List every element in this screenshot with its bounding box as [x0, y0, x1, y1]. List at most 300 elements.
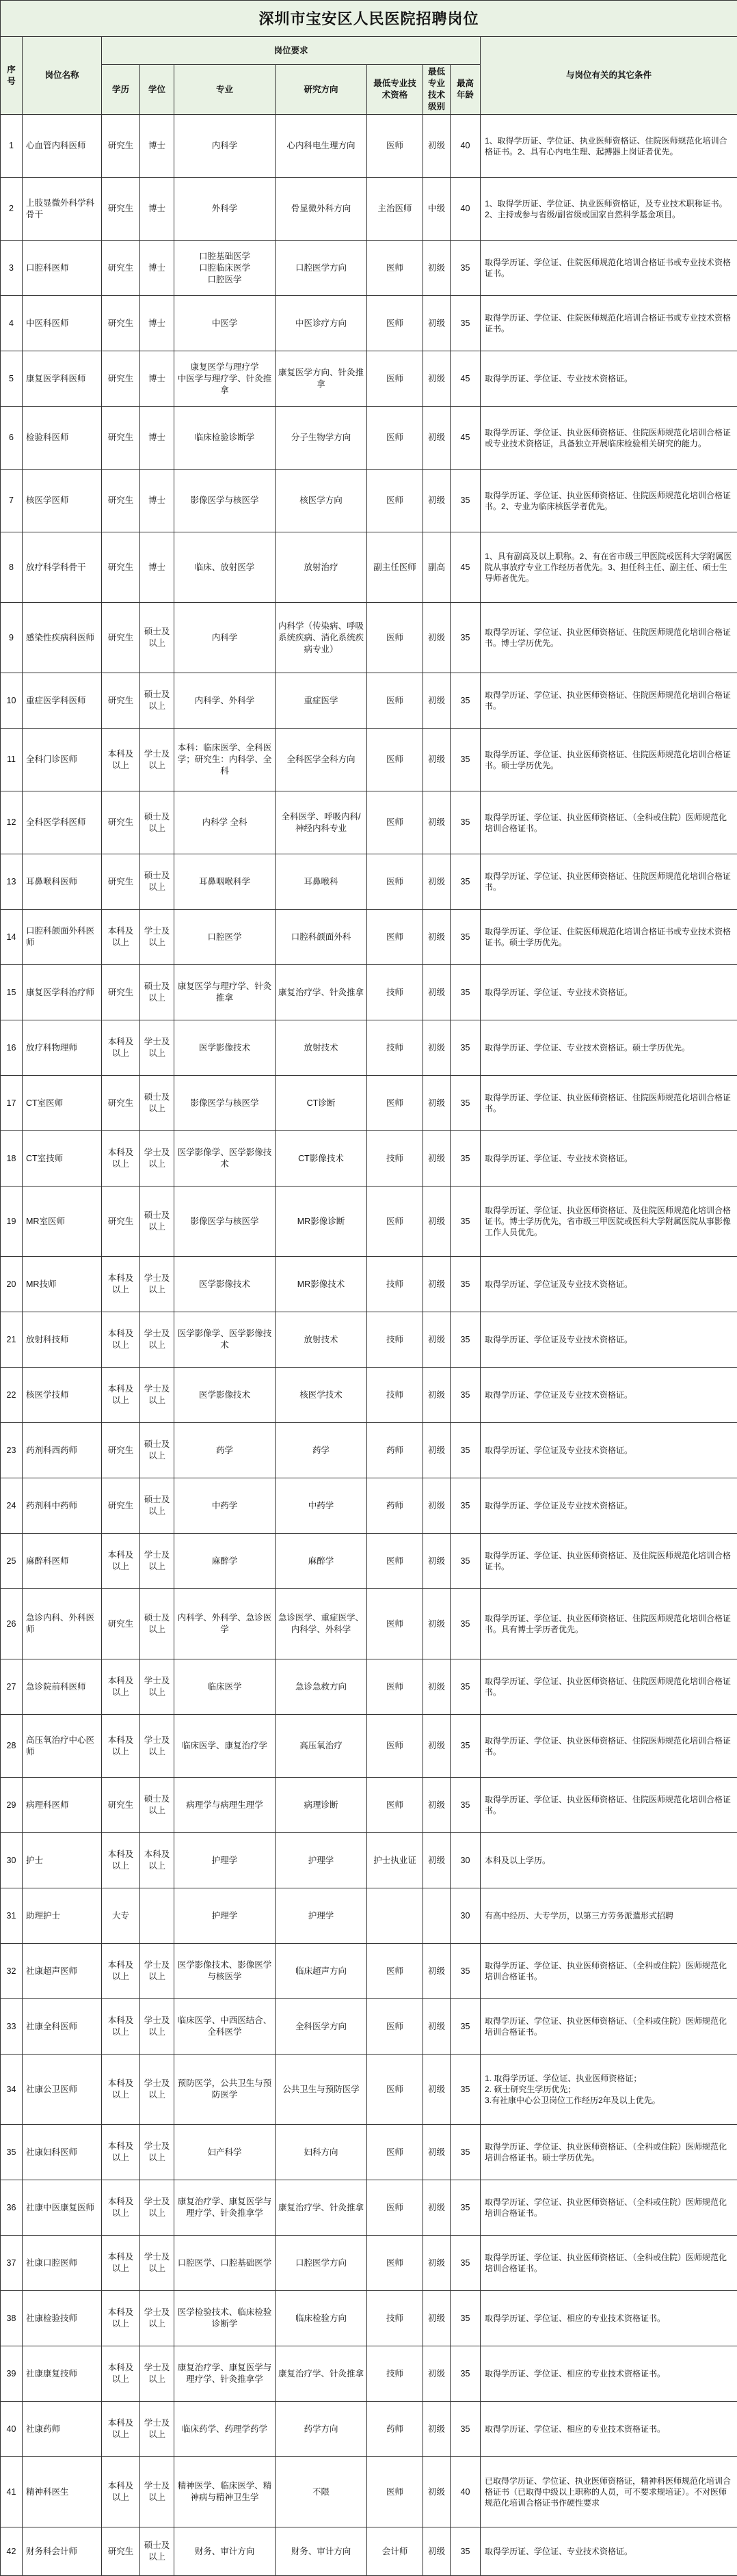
- table-row: [1, 854, 737, 910]
- post-name: 感染性疾病科医师: [23, 603, 102, 673]
- education: 本科及以上: [102, 2236, 140, 2291]
- max-age: 35: [451, 1020, 481, 1076]
- major: 财务、审计方向: [174, 2527, 276, 2576]
- major: 康复医学与理疗学、针灸推拿: [174, 965, 276, 1020]
- post-name: 核医学医师: [23, 470, 102, 532]
- min-qualification: 技师: [367, 965, 423, 1020]
- min-level: 中级: [423, 178, 451, 241]
- post-name: 急诊内科、外科医师: [23, 1589, 102, 1659]
- post-name: 口腔科颌面外科医师: [23, 910, 102, 965]
- major: 口腔医学、口腔基础医学: [174, 2236, 276, 2291]
- education: 研究生: [102, 1187, 140, 1257]
- header-level: 最低专业技术级别: [423, 65, 451, 115]
- post-name: 重症医学科医师: [23, 673, 102, 729]
- min-qualification: 医师: [367, 2457, 423, 2527]
- max-age: 35: [451, 1659, 481, 1715]
- research-direction: 康复治疗学、针灸推拿: [276, 2180, 367, 2236]
- max-age: 35: [451, 1368, 481, 1423]
- research-direction: 康复治疗学、针灸推拿: [276, 2346, 367, 2402]
- major: 临床检验诊断学: [174, 407, 276, 470]
- research-direction: 口腔医学方向: [276, 241, 367, 296]
- education: 本科及以上: [102, 2125, 140, 2180]
- major: 医学影像技术: [174, 1368, 276, 1423]
- row-number: 36: [1, 2180, 23, 2236]
- post-name: 上肢显微外科学科骨干: [23, 178, 102, 241]
- min-qualification: 技师: [367, 1312, 423, 1368]
- degree: 学士及以上: [140, 2125, 174, 2180]
- major: 护理学: [174, 1833, 276, 1888]
- research-direction: 急诊急救方向: [276, 1659, 367, 1715]
- max-age: 35: [451, 603, 481, 673]
- major: 医学影像技术: [174, 1020, 276, 1076]
- min-qualification: 医师: [367, 1589, 423, 1659]
- major: 内科学: [174, 115, 276, 178]
- research-direction: 护理学: [276, 1888, 367, 1944]
- min-qualification: 医师: [367, 407, 423, 470]
- post-name: 药剂科西药师: [23, 1423, 102, 1478]
- education: 本科及以上: [102, 1312, 140, 1368]
- post-name: 社康超声医师: [23, 1944, 102, 1999]
- degree: 学士及以上: [140, 1020, 174, 1076]
- table-row: [1, 1833, 737, 1888]
- other-conditions: 取得学历证、学位证、执业医师资格证、住院医师规范化培训合格证书。: [481, 673, 737, 729]
- row-number: 24: [1, 1478, 23, 1534]
- min-level: 初级: [423, 2180, 451, 2236]
- min-qualification: 医师: [367, 854, 423, 910]
- degree: 学士及以上: [140, 1131, 174, 1187]
- research-direction: CT诊断: [276, 1076, 367, 1131]
- other-conditions: 取得学历证、学位证、执业医师资格证、（全科或住院）医师规范化培训合格证书。: [481, 1999, 737, 2055]
- major: 内科学、外科学: [174, 673, 276, 729]
- min-qualification: 医师: [367, 1944, 423, 1999]
- table-row: [1, 241, 737, 296]
- post-name: 助理护士: [23, 1888, 102, 1944]
- degree: 硕士及以上: [140, 791, 174, 854]
- degree: 硕士及以上: [140, 1589, 174, 1659]
- post-name: 社康公卫医师: [23, 2055, 102, 2125]
- education: 本科及以上: [102, 910, 140, 965]
- post-name: 社康药师: [23, 2402, 102, 2457]
- degree: 学士及以上: [140, 1999, 174, 2055]
- other-conditions: 取得学历证、学位证、执业医师资格证、（全科或住院）医师规范化培训合格证书。硕士学历优先。: [481, 2125, 737, 2180]
- row-number: 37: [1, 2236, 23, 2291]
- max-age: 35: [451, 2346, 481, 2402]
- row-number: 22: [1, 1368, 23, 1423]
- row-number: 33: [1, 1999, 23, 2055]
- row-number: 20: [1, 1257, 23, 1312]
- other-conditions: 有高中经历、大专学历，以第三方劳务派遣形式招聘: [481, 1888, 737, 1944]
- max-age: 40: [451, 178, 481, 241]
- post-name: 核医学技师: [23, 1368, 102, 1423]
- max-age: 40: [451, 115, 481, 178]
- max-age: 35: [451, 2055, 481, 2125]
- research-direction: 心内科电生理方向: [276, 115, 367, 178]
- other-conditions: 取得学历证、学位证、专业技术资格证。: [481, 2527, 737, 2576]
- max-age: 35: [451, 1715, 481, 1778]
- min-qualification: 会计师: [367, 2527, 423, 2576]
- min-level: 初级: [423, 2055, 451, 2125]
- row-number: 29: [1, 1778, 23, 1833]
- max-age: 45: [451, 407, 481, 470]
- max-age: 35: [451, 1534, 481, 1589]
- post-name: MR技师: [23, 1257, 102, 1312]
- page-title: 深圳市宝安区人民医院招聘岗位: [1, 1, 737, 37]
- other-conditions: 取得学历证、学位证、住院医师规范化培训合格证书或专业技术资格证书。硕士学历优先。: [481, 910, 737, 965]
- row-number: 40: [1, 2402, 23, 2457]
- major: 康复治疗学、康复医学与理疗学、针灸推拿学: [174, 2346, 276, 2402]
- other-conditions: 取得学历证、学位证、执业医师资格证、住院医师规范化培训合格证书。博士学历优先。: [481, 603, 737, 673]
- education: 研究生: [102, 1478, 140, 1534]
- education: 本科及以上: [102, 2402, 140, 2457]
- education: 本科及以上: [102, 2457, 140, 2527]
- table-row: [1, 1478, 737, 1534]
- major: 病理学与病理生理学: [174, 1778, 276, 1833]
- table-row: [1, 2055, 737, 2125]
- education: 本科及以上: [102, 2291, 140, 2346]
- min-level: 初级: [423, 470, 451, 532]
- row-number: 10: [1, 673, 23, 729]
- table-row: [1, 351, 737, 407]
- major: 医学影像学、医学影像技术: [174, 1312, 276, 1368]
- min-level: [423, 1888, 451, 1944]
- other-conditions: 取得学历证、学位证、执业医师资格证、住院医师规范化培训合格证书。2、专业为临床核医学者优先。: [481, 470, 737, 532]
- min-qualification: 医师: [367, 1778, 423, 1833]
- degree: 学士及以上: [140, 1312, 174, 1368]
- education: 本科及以上: [102, 1999, 140, 2055]
- major: 精神医学、临床医学、精神病与精神卫生学: [174, 2457, 276, 2527]
- table-row: [1, 407, 737, 470]
- research-direction: 放射技术: [276, 1020, 367, 1076]
- min-level: 初级: [423, 673, 451, 729]
- degree: 学士及以上: [140, 2236, 174, 2291]
- post-name: 康复医学科医师: [23, 351, 102, 407]
- degree: 博士: [140, 178, 174, 241]
- max-age: 35: [451, 2125, 481, 2180]
- other-conditions: 取得学历证、学位证、执业医师资格证、住院医师规范化培训合格证书。: [481, 854, 737, 910]
- education: 本科及以上: [102, 1944, 140, 1999]
- other-conditions: 1、取得学历证、学位证、执业医师资格证，及专业技术职称证书。2、主持或参与省级/副省级或国家自然科学基金项目。: [481, 178, 737, 241]
- min-level: 初级: [423, 1423, 451, 1478]
- major: 内科学 全科: [174, 791, 276, 854]
- education: 研究生: [102, 470, 140, 532]
- max-age: 35: [451, 2402, 481, 2457]
- major: 康复医学与理疗学 中医学与理疗学、针灸推拿: [174, 351, 276, 407]
- row-number: 14: [1, 910, 23, 965]
- min-level: 初级: [423, 791, 451, 854]
- max-age: 35: [451, 910, 481, 965]
- min-qualification: 医师: [367, 1187, 423, 1257]
- degree: 博士: [140, 296, 174, 351]
- degree: 硕士及以上: [140, 673, 174, 729]
- research-direction: 财务、审计方向: [276, 2527, 367, 2576]
- min-qualification: 医师: [367, 470, 423, 532]
- post-name: 口腔科医师: [23, 241, 102, 296]
- min-level: 初级: [423, 1020, 451, 1076]
- row-number: 12: [1, 791, 23, 854]
- min-level: 初级: [423, 1589, 451, 1659]
- table-row: [1, 532, 737, 603]
- research-direction: 中药学: [276, 1478, 367, 1534]
- post-name: MR室医师: [23, 1187, 102, 1257]
- degree: 学士及以上: [140, 1257, 174, 1312]
- research-direction: 口腔医学方向: [276, 2236, 367, 2291]
- major: 影像医学与核医学: [174, 1187, 276, 1257]
- max-age: 35: [451, 2291, 481, 2346]
- row-number: 27: [1, 1659, 23, 1715]
- max-age: 35: [451, 1257, 481, 1312]
- post-name: 麻醉科医师: [23, 1534, 102, 1589]
- research-direction: 中医诊疗方向: [276, 296, 367, 351]
- max-age: 30: [451, 1888, 481, 1944]
- other-conditions: 取得学历证、学位证、执业医师资格证、及住院医师规范化培训合格证书。: [481, 1534, 737, 1589]
- degree: 学士及以上: [140, 1944, 174, 1999]
- table-row: [1, 2180, 737, 2236]
- other-conditions: 取得学历证、学位证、执业医师资格证、（全科或住院）医师规范化培训合格证书。: [481, 2236, 737, 2291]
- education: 研究生: [102, 673, 140, 729]
- header-qual: 最低专业技术资格: [367, 65, 423, 115]
- max-age: 35: [451, 470, 481, 532]
- header-no: 序号: [1, 37, 23, 115]
- research-direction: 药学: [276, 1423, 367, 1478]
- other-conditions: 取得学历证、学位证、专业技术资格证。: [481, 1131, 737, 1187]
- major: 外科学: [174, 178, 276, 241]
- other-conditions: 取得学历证、学位证、专业技术资格证。: [481, 965, 737, 1020]
- education: 本科及以上: [102, 1368, 140, 1423]
- min-qualification: 医师: [367, 296, 423, 351]
- row-number: 17: [1, 1076, 23, 1131]
- post-name: 病理科医师: [23, 1778, 102, 1833]
- major: 医学检验技术、临床检验诊断学: [174, 2291, 276, 2346]
- header-other: 与岗位有关的其它条件: [481, 37, 737, 115]
- min-level: 初级: [423, 2236, 451, 2291]
- education: 研究生: [102, 178, 140, 241]
- min-level: 初级: [423, 1715, 451, 1778]
- row-number: 2: [1, 178, 23, 241]
- degree: 硕士及以上: [140, 1423, 174, 1478]
- research-direction: 公共卫生与预防医学: [276, 2055, 367, 2125]
- education: 研究生: [102, 2527, 140, 2576]
- row-number: 1: [1, 115, 23, 178]
- major: 临床医学、中西医结合、全科医学: [174, 1999, 276, 2055]
- other-conditions: 取得学历证、学位证、相应的专业技术资格证书。: [481, 2291, 737, 2346]
- other-conditions: 1、具有副高及以上职称。2、有在省市级三甲医院或医科大学附属医院从事放疗专业工作经历者优先。3、担任科主任、副主任、硕士生导师者优先。: [481, 532, 737, 603]
- post-name: 康复医学科治疗师: [23, 965, 102, 1020]
- row-number: 21: [1, 1312, 23, 1368]
- max-age: 35: [451, 1131, 481, 1187]
- research-direction: MR影像诊断: [276, 1187, 367, 1257]
- degree: 学士及以上: [140, 1659, 174, 1715]
- other-conditions: 取得学历证、学位证及专业技术资格证。: [481, 1478, 737, 1534]
- table-row: [1, 1076, 737, 1131]
- post-name: 急诊院前科医师: [23, 1659, 102, 1715]
- table-row: [1, 1888, 737, 1944]
- max-age: 35: [451, 965, 481, 1020]
- header-post: 岗位名称: [23, 37, 102, 115]
- max-age: 30: [451, 1833, 481, 1888]
- degree: 学士及以上: [140, 910, 174, 965]
- research-direction: 放射治疗: [276, 532, 367, 603]
- other-conditions: 取得学历证、学位证、执业医师资格证、（全科或住院）医师规范化培训合格证书。: [481, 791, 737, 854]
- major: 护理学: [174, 1888, 276, 1944]
- major: 临床医学: [174, 1659, 276, 1715]
- table-row: [1, 603, 737, 673]
- post-name: 耳鼻喉科医师: [23, 854, 102, 910]
- education: 研究生: [102, 1076, 140, 1131]
- post-name: 放疗科物理师: [23, 1020, 102, 1076]
- degree: 学士及以上: [140, 729, 174, 791]
- education: 本科及以上: [102, 1715, 140, 1778]
- min-qualification: 护士执业证: [367, 1833, 423, 1888]
- education: 研究生: [102, 1423, 140, 1478]
- other-conditions: 取得学历证、学位证、执业医师资格证、住院医师规范化培训合格证书。硕士学历优先。: [481, 729, 737, 791]
- other-conditions: 取得学历证、学位证、相应的专业技术资格证书。: [481, 2346, 737, 2402]
- other-conditions: 1、取得学历证、学位证、执业医师资格证、住院医师规范化培训合格证书。2、具有心内电生理、起搏器上岗证者优先。: [481, 115, 737, 178]
- degree: 学士及以上: [140, 2180, 174, 2236]
- min-level: 副高: [423, 532, 451, 603]
- min-level: 初级: [423, 1778, 451, 1833]
- degree: 博士: [140, 470, 174, 532]
- education: 本科及以上: [102, 1833, 140, 1888]
- min-qualification: 医师: [367, 2236, 423, 2291]
- other-conditions: 取得学历证、学位证及专业技术资格证。: [481, 1423, 737, 1478]
- major: 临床药学、药理学药学: [174, 2402, 276, 2457]
- table-row: [1, 1778, 737, 1833]
- post-name: 全科门诊医师: [23, 729, 102, 791]
- min-level: 初级: [423, 1368, 451, 1423]
- row-number: 5: [1, 351, 23, 407]
- research-direction: 急诊医学、重症医学、内科学、外科学: [276, 1589, 367, 1659]
- max-age: 35: [451, 1187, 481, 1257]
- table-row: [1, 115, 737, 178]
- research-direction: 药学方向: [276, 2402, 367, 2457]
- min-qualification: 技师: [367, 1257, 423, 1312]
- degree: 学士及以上: [140, 2402, 174, 2457]
- max-age: 35: [451, 1076, 481, 1131]
- min-qualification: 医师: [367, 603, 423, 673]
- major: 麻醉学: [174, 1534, 276, 1589]
- row-number: 19: [1, 1187, 23, 1257]
- max-age: 35: [451, 296, 481, 351]
- min-level: 初级: [423, 1076, 451, 1131]
- research-direction: 高压氧治疗: [276, 1715, 367, 1778]
- other-conditions: 取得学历证、学位证及专业技术资格证。: [481, 1312, 737, 1368]
- degree: 本科及以上: [140, 1833, 174, 1888]
- table-row: [1, 1368, 737, 1423]
- degree: 学士及以上: [140, 2457, 174, 2527]
- degree: 硕士及以上: [140, 965, 174, 1020]
- min-level: 初级: [423, 1312, 451, 1368]
- max-age: 35: [451, 1778, 481, 1833]
- min-qualification: 医师: [367, 2125, 423, 2180]
- min-level: 初级: [423, 241, 451, 296]
- post-name: 中医科医师: [23, 296, 102, 351]
- other-conditions: 取得学历证、学位证及专业技术资格证。: [481, 1257, 737, 1312]
- row-number: 7: [1, 470, 23, 532]
- degree: 博士: [140, 115, 174, 178]
- education: 研究生: [102, 115, 140, 178]
- header-age: 最高年龄: [451, 65, 481, 115]
- other-conditions: 取得学历证、学位证、执业医师资格证、住院医师规范化培训合格证书。: [481, 1076, 737, 1131]
- table-row: [1, 910, 737, 965]
- research-direction: 临床超声方向: [276, 1944, 367, 1999]
- min-qualification: 医师: [367, 910, 423, 965]
- major: 中医学: [174, 296, 276, 351]
- education: 本科及以上: [102, 2055, 140, 2125]
- degree: 博士: [140, 241, 174, 296]
- education: 本科及以上: [102, 2180, 140, 2236]
- degree: 学士及以上: [140, 2291, 174, 2346]
- major: 影像医学与核医学: [174, 1076, 276, 1131]
- post-name: 放疗科学科骨干: [23, 532, 102, 603]
- other-conditions: 已取得学历证、学位证、执业医师资格证，精神科医师规范化培训合格证书（已取得中级以上职称的人员，可不要求规培证）。不对医师规范化培训合格证书作硬性要求: [481, 2457, 737, 2527]
- table-row: [1, 1999, 737, 2055]
- max-age: 35: [451, 673, 481, 729]
- table-row: [1, 178, 737, 241]
- degree: 博士: [140, 351, 174, 407]
- education: 研究生: [102, 1778, 140, 1833]
- table-row: [1, 1423, 737, 1478]
- post-name: 社康全科医师: [23, 1999, 102, 2055]
- max-age: 35: [451, 241, 481, 296]
- post-name: 社康口腔医师: [23, 2236, 102, 2291]
- min-qualification: 医师: [367, 673, 423, 729]
- min-qualification: 技师: [367, 1368, 423, 1423]
- min-level: 初级: [423, 2402, 451, 2457]
- degree: 硕士及以上: [140, 603, 174, 673]
- other-conditions: 取得学历证、学位证、执业医师资格证、及住院医师规范化培训合格证书。博士学历优先，省市级三甲医院或医科大学附属医院从事影像工作人员优先。: [481, 1187, 737, 1257]
- post-name: 财务科会计师: [23, 2527, 102, 2576]
- other-conditions: 取得学历证、学位证、执业医师资格证、住院医师规范化培训合格证书。: [481, 1659, 737, 1715]
- other-conditions: 取得学历证、学位证、专业技术资格证。硕士学历优先。: [481, 1020, 737, 1076]
- table-row: [1, 2291, 737, 2346]
- header-requirements: 岗位要求: [102, 37, 481, 65]
- degree: 学士及以上: [140, 1368, 174, 1423]
- table-row: [1, 1187, 737, 1257]
- research-direction: 全科医学、呼吸内科/神经内科专业: [276, 791, 367, 854]
- table-body: [1, 115, 737, 2576]
- min-qualification: 医师: [367, 1999, 423, 2055]
- min-level: 初级: [423, 1187, 451, 1257]
- post-name: 放射科技师: [23, 1312, 102, 1368]
- min-level: 初级: [423, 2527, 451, 2576]
- major: 康复治疗学、康复医学与理疗学、针灸推拿学: [174, 2180, 276, 2236]
- other-conditions: 取得学历证、学位证、执业医师资格证、住院医师规范化培训合格证书。: [481, 1778, 737, 1833]
- education: 研究生: [102, 791, 140, 854]
- research-direction: 全科医学全科方向: [276, 729, 367, 791]
- post-name: 全科医学科医师: [23, 791, 102, 854]
- min-qualification: 技师: [367, 1020, 423, 1076]
- header-edu: 学历: [102, 65, 140, 115]
- education: 本科及以上: [102, 1534, 140, 1589]
- max-age: 35: [451, 791, 481, 854]
- min-qualification: 药师: [367, 1423, 423, 1478]
- education: 本科及以上: [102, 729, 140, 791]
- education: 本科及以上: [102, 1659, 140, 1715]
- major: 口腔医学: [174, 910, 276, 965]
- row-number: 28: [1, 1715, 23, 1778]
- header-degree: 学位: [140, 65, 174, 115]
- min-level: 初级: [423, 854, 451, 910]
- min-level: 初级: [423, 2125, 451, 2180]
- min-qualification: [367, 1888, 423, 1944]
- degree: 硕士及以上: [140, 1778, 174, 1833]
- min-level: 初级: [423, 1534, 451, 1589]
- max-age: 40: [451, 2457, 481, 2527]
- post-name: CT室医师: [23, 1076, 102, 1131]
- post-name: 社康检验技师: [23, 2291, 102, 2346]
- research-direction: CT影像技术: [276, 1131, 367, 1187]
- min-level: 初级: [423, 1659, 451, 1715]
